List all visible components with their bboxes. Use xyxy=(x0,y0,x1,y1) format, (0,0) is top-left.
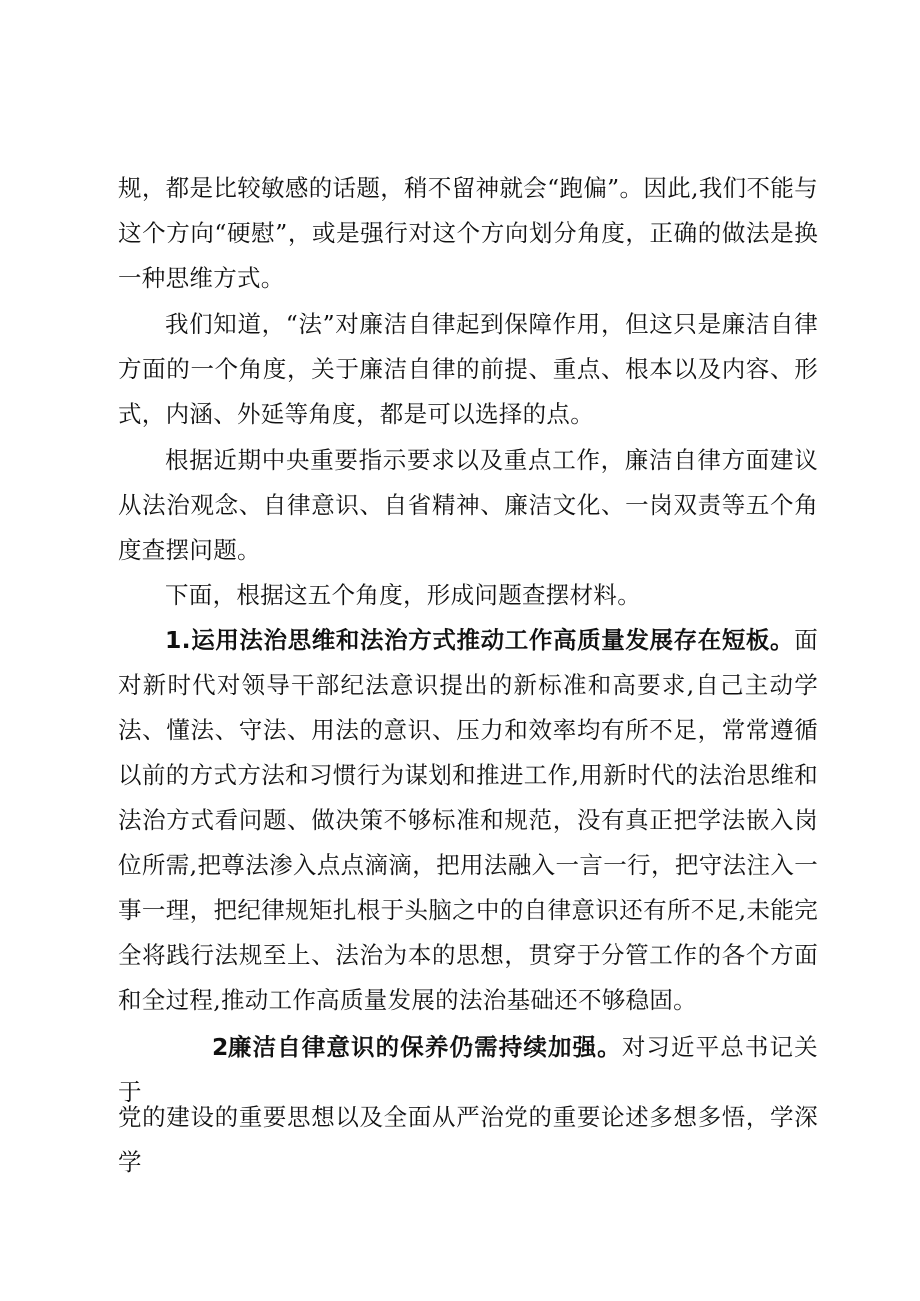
item-2-continuation: 党的建设的重要思想以及全面从严治党的重要论述多想多悟，学深学 xyxy=(118,1103,818,1176)
paragraph-transition: 下面，根据这五个角度，形成问题查摆材料。 xyxy=(165,581,641,609)
paragraph-five-angles: 根据近期中央重要指示要求以及重点工作，廉洁自律方面建议从法治观念、自律意识、自省精神、廉洁文化、一岗双责等五个角度查摆问题。 xyxy=(118,446,818,564)
item-1-heading: 1.运用法治思维和法治方式推动工作高质量发展存在短板。 xyxy=(165,626,795,654)
paragraph-law-angle: 我们知道，“法”对廉洁自律起到保障作用，但这只是廉洁自律方面的一个角度，关于廉洁自律的前提、重点、根本以及内容、形式，内涵、外延等角度，都是可以选择的点。 xyxy=(118,310,818,428)
paragraph-intro-continuation: 规，都是比较敏感的话题，稍不留神就会“跑偏”。因此,我们不能与这个方向“硬慰”，或是强行对这个方向划分角度，正确的做法是换一种思维方式。 xyxy=(118,174,818,292)
item-1-body: 面对新时代对领导干部纪法意识提出的新标准和高要求,自己主动学法、懂法、守法、用法的意识、压力和效率均有所不足，常常遵循以前的方式方法和习惯行为谋划和推进工作,用新时代的法治思维和法治方式看问题、做决策不够标准和规范，没有真正把学法嵌入岗位所需,把尊法渗入点点滴滴，把用法融入一言一行，把守法注入一事一理，把纪律规矩扎根于头脑之中的自律意识还有所不足,未能完全将践行法规至上、法治为本的思想，贯穿于分管工作的各个方面和全过程,推动工作高质量发展的法治基础还不够稳固。 xyxy=(118,626,818,1014)
item-2-heading: 廉洁自律意识的保养仍需持续加强。 xyxy=(227,1033,622,1061)
item-2-body: 对习近平总书记关于 xyxy=(118,1033,818,1106)
item-2-number: 2 xyxy=(212,1033,229,1061)
item-1-paragraph xyxy=(118,618,818,1023)
